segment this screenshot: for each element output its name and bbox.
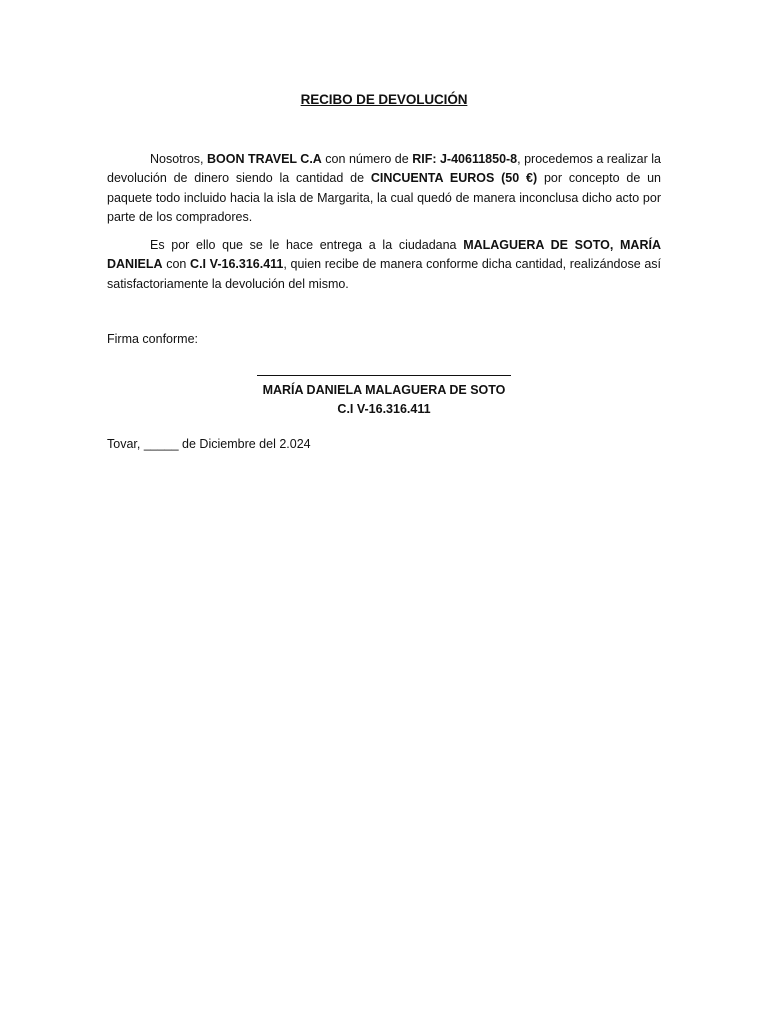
signature-block [0,362,768,420]
paragraph-devolucion [107,150,661,228]
rif-number: RIF: J-40611850-8 [412,152,518,166]
paragraph-entrega [107,236,661,294]
p1-text-2: con número de [321,152,413,166]
p1-text-1: Nosotros, [150,152,207,166]
p1-text-3: , procedemos a realizar la devolución de dinero siendo la cantidad de [107,152,661,186]
firma-label: Firma conforme: [107,332,198,346]
recipient-ci: C.I V-16.316.411 [190,257,284,272]
p2-text-2: con [162,257,191,272]
p2-text-3: , quien recibe de manera conforme dicha cantidad, realizándose así satisfactoriamente la devolución del mismo. [107,257,661,291]
amount: CINCUENTA EUROS (50 €) [370,171,538,186]
document-title: RECIBO DE DEVOLUCIÓN [300,92,468,107]
p1-text-4: por concepto de un paquete todo incluido hacia la isla de Margarita, la cual quedó de manera inconclusa dicho acto por parte de los compradores. [107,171,661,225]
date-line: Tovar, _____ de Diciembre del 2.024 [107,437,311,451]
p2-text-1: Es por ello que se le hace entrega a la ciudadana [150,238,464,252]
signature-name: MARÍA DANIELA MALAGUERA DE SOTO [262,383,506,397]
recipient-name: MALAGUERA DE SOTO, MARÍA DANIELA [107,238,661,272]
signature-ci: C.I V-16.316.411 [337,402,431,417]
signature-line [257,362,511,376]
company-name: BOON TRAVEL C.A [206,152,322,166]
